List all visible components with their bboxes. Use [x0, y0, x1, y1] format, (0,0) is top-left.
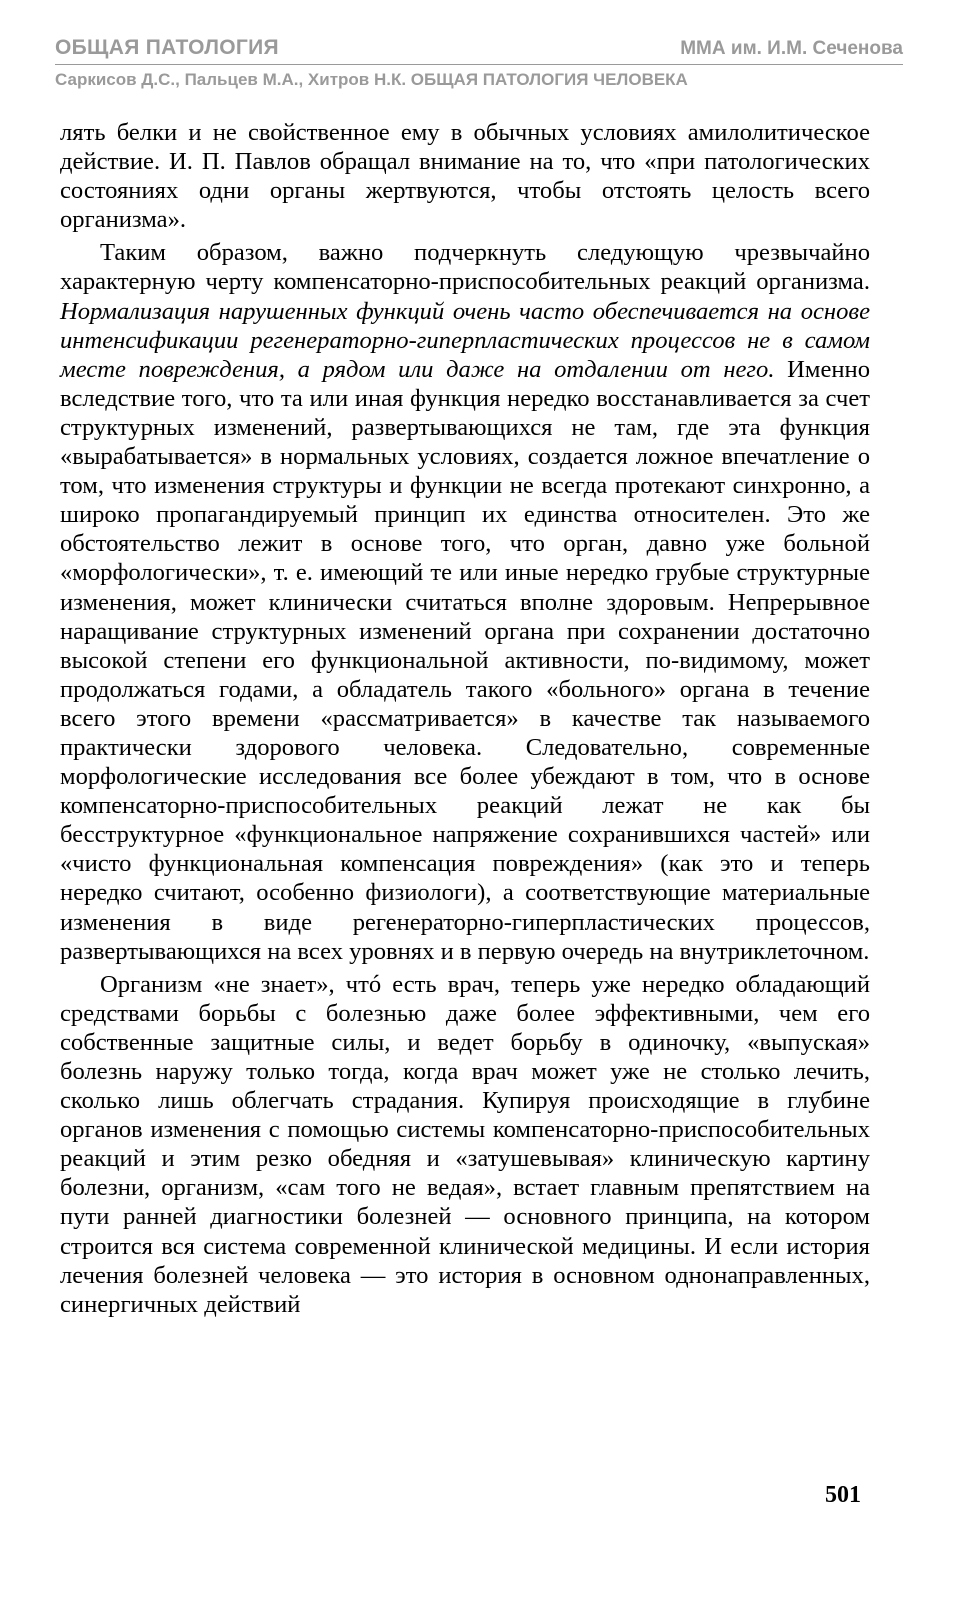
running-header — [55, 34, 903, 65]
paragraph-1: лять белки и не свойственное ему в обычных условиях амилолитическое действие. И. П. Павлов обращал внимание на то, что «при патологических состояниях одни органы жертвуются, чтобы отстоять целость всего организма». — [60, 119, 870, 234]
page-number: 501 — [825, 1482, 861, 1508]
paragraph-2 — [60, 238, 870, 965]
paragraph-2-start: Таким образом, важно подчеркнуть следующую чрезвычайно характерную черту компенсаторно-приспособительных реакций организма. — [60, 239, 870, 296]
paragraph-2-rest: Именно вследствие того, что та или иная функция нередко восстанавливается за счет структурных изменений, развертывающихся не там, где эта функция «вырабатывается» в нормальных условиях, создается ложное впечатление о том, что изменения структуры и функции не всегда протекают синхронно, а широко пропагандируемый принцип их единства относителен. Это же обстоятельство лежит в основе того, что орган, давно уже больной «морфологически», т. е. имеющий те или иные нередко грубые структурные изменения, может клинически считаться вполне здоровым. Непрерывное наращивание структурных изменений органа при сохранении достаточно высокой степени его функциональной активности, по-видимому, может продолжаться годами, а обладатель такого «больного» органа в течение всего этого времени «рассматривается» в качестве так называемого практически здорового человека. Следовательно, современные морфологические исследования все более убеждают в том, что в основе компенсаторно-приспособительных реакций лежат не как бы бесструктурное «функциональное напряжение сохранившихся частей» или «чисто функциональная компенсация повреждения» (как это и теперь нередко считают, особенно физиологи), а соответствующие материальные изменения в виде регенераторно-гиперпластических процессов, развертывающихся на всех уровнях и в первую очередь на внутриклеточном. — [60, 355, 870, 965]
institution-name: ММА им. И.М. Сеченова — [680, 38, 903, 59]
book-reference: Саркисов Д.С., Пальцев М.А., Хитров Н.К. ОБЩАЯ ПАТОЛОГИЯ ЧЕЛОВЕКА — [55, 70, 688, 89]
paragraph-3: Организм «не знает», чтó есть врач, теперь уже нередко обладающий средствами борьбы с болезнью даже более эффективными, чем его собственные защитные силы, и ведет борьбу в одиночку, «выпуская» болезнь наружу только тогда, когда врач может уже не столько лечить, сколько лишь облегчать страдания. Купируя происходящие в глубине органов изменения с помощью системы компенсаторно-приспособительных реакций и этим резко обедняя и «затушевывая» клиническую картину болезни, организм, «сам того не ведая», встает главным препятствием на пути ранней диагностики болезней — основного принципа, на котором строится вся система современной клинической медицины. И если история лечения болезней человека — это история в основном однонаправленных, синергичных действий — [60, 970, 870, 1318]
main-text — [60, 118, 870, 1319]
section-title: ОБЩАЯ ПАТОЛОГИЯ — [55, 36, 279, 59]
paragraph-2-emphasis: Нормализация нарушенных функций очень часто обеспечивается на основе интенсификации регенераторно-гиперпластических процессов не в самом месте повреждения, а рядом или даже на отдалении от него. — [60, 297, 870, 383]
